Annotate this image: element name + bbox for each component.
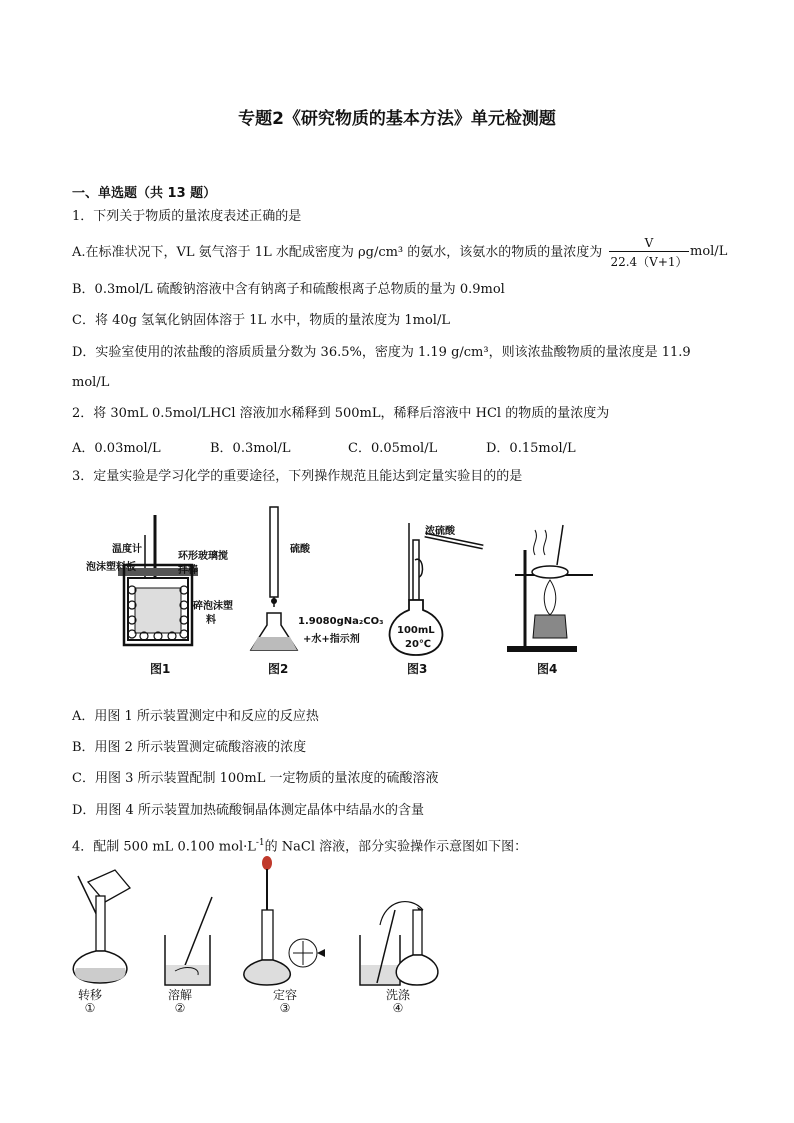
fig1-label-stirrer-2: 拌棒 <box>178 565 198 576</box>
q4-stem-post: 的 NaCl 溶液，部分实验操作示意图如下图： <box>264 839 528 855</box>
step1-number: ① <box>84 1001 96 1015</box>
q2-option-a: A．0.03mol/L <box>72 441 161 456</box>
section-heading: 一、单选题（共 13 题） <box>72 186 217 201</box>
step1-name: 转移 <box>77 988 102 1002</box>
fig1-label-foam-2: 料 <box>206 615 216 626</box>
fig1-label-thermometer: 温度计 <box>112 544 142 555</box>
fig1-calorimeter-diagram <box>110 510 240 660</box>
q1-option-d: D．实验室使用的浓盐酸的溶质质量分数为 36.5%，密度为 1.19 g/cm³，则该浓盐酸物质的量浓度是 11.9 <box>72 345 691 360</box>
q1-stem: 1．下列关于物质的量浓度表述正确的是 <box>72 209 302 224</box>
q2-option-d: D．0.15mol/L <box>486 441 576 456</box>
q2-option-c: C．0.05mol/L <box>348 441 438 456</box>
q1-fraction-denominator: 22.4（V+1） <box>610 255 688 269</box>
step4-number: ④ <box>392 1001 404 1015</box>
q3-option-a: A．用图 1 所示装置测定中和反应的反应热 <box>72 709 319 724</box>
q1-option-d-cont: mol/L <box>72 375 110 390</box>
fig3-label-temp: 20℃ <box>405 639 432 650</box>
fig4-caption: 图4 <box>537 662 558 676</box>
q3-stem: 3．定量实验是学习化学的重要途径，下列操作规范且能达到定量实验目的的是 <box>72 469 523 484</box>
q1-option-a-unit: mol/L <box>690 244 728 259</box>
q1-option-c: C．将 40g 氢氧化钠固体溶于 1L 水中，物质的量浓度为 1mol/L <box>72 313 450 328</box>
step2-dissolve-diagram <box>160 895 220 985</box>
fig4-heating-diagram <box>505 520 595 655</box>
q1-fraction <box>609 236 689 270</box>
fig1-caption: 图1 <box>150 662 171 676</box>
fig3-label-acid: 浓硫酸 <box>425 526 455 537</box>
step2-name: 溶解 <box>167 988 192 1002</box>
step4-name: 洗涤 <box>385 988 410 1002</box>
step3-number: ③ <box>279 1001 291 1015</box>
q1-fraction-numerator: V <box>609 236 689 252</box>
step3-name: 定容 <box>272 988 297 1002</box>
q4-stem-sup: -1 <box>255 838 265 848</box>
fig1-label-foam-1: 碎泡沫塑 <box>193 601 233 612</box>
page-title: 专题2《研究物质的基本方法》单元检测题 <box>238 109 556 129</box>
q2-stem: 2．将 30mL 0.5mol/LHCl 溶液加水稀释到 500mL，稀释后溶液中 HCl 的物质的量浓度为 <box>72 406 610 421</box>
q3-option-b: B．用图 2 所示装置测定硫酸溶液的浓度 <box>72 740 307 755</box>
q1-option-b: B．0.3mol/L 硫酸钠溶液中含有钠离子和硫酸根离子总物质的量为 0.9mol <box>72 282 505 297</box>
fig1-label-stirrer-1: 环形玻璃搅 <box>178 551 228 562</box>
fig3-label-volume: 100mL <box>397 625 435 636</box>
step2-number: ② <box>174 1001 186 1015</box>
q3-option-d: D．用图 4 所示装置加热硫酸铜晶体测定晶体中结晶水的含量 <box>72 803 424 818</box>
fig2-label-acid: 硫酸 <box>290 544 310 555</box>
step4-rinse-diagram <box>355 895 445 990</box>
fig2-caption: 图2 <box>268 662 289 676</box>
q4-stem <box>72 834 527 856</box>
fig1-label-foam-board: 泡沫塑料板 <box>86 562 136 573</box>
fig2-label-sample-1: 1.9080gNa₂CO₃ <box>298 616 384 627</box>
fig3-caption: 图3 <box>407 662 428 676</box>
step3-fix-volume-diagram <box>245 855 335 990</box>
step1-transfer-diagram <box>70 868 145 988</box>
q2-option-b: B．0.3mol/L <box>210 441 291 456</box>
q3-option-c: C．用图 3 所示装置配制 100mL 一定物质的量浓度的硫酸溶液 <box>72 771 439 786</box>
q1-option-a: A.在标准状况下，VL 氨气溶于 1L 水配成密度为 ρg/cm³ 的氨水，该氨水的物质的量浓度为 <box>72 245 603 260</box>
fig2-titration-diagram <box>255 505 305 655</box>
fig2-label-sample-2: +水+指示剂 <box>303 634 360 645</box>
q4-stem-pre: 4．配制 500 mL 0.100 mol·L <box>72 839 256 855</box>
